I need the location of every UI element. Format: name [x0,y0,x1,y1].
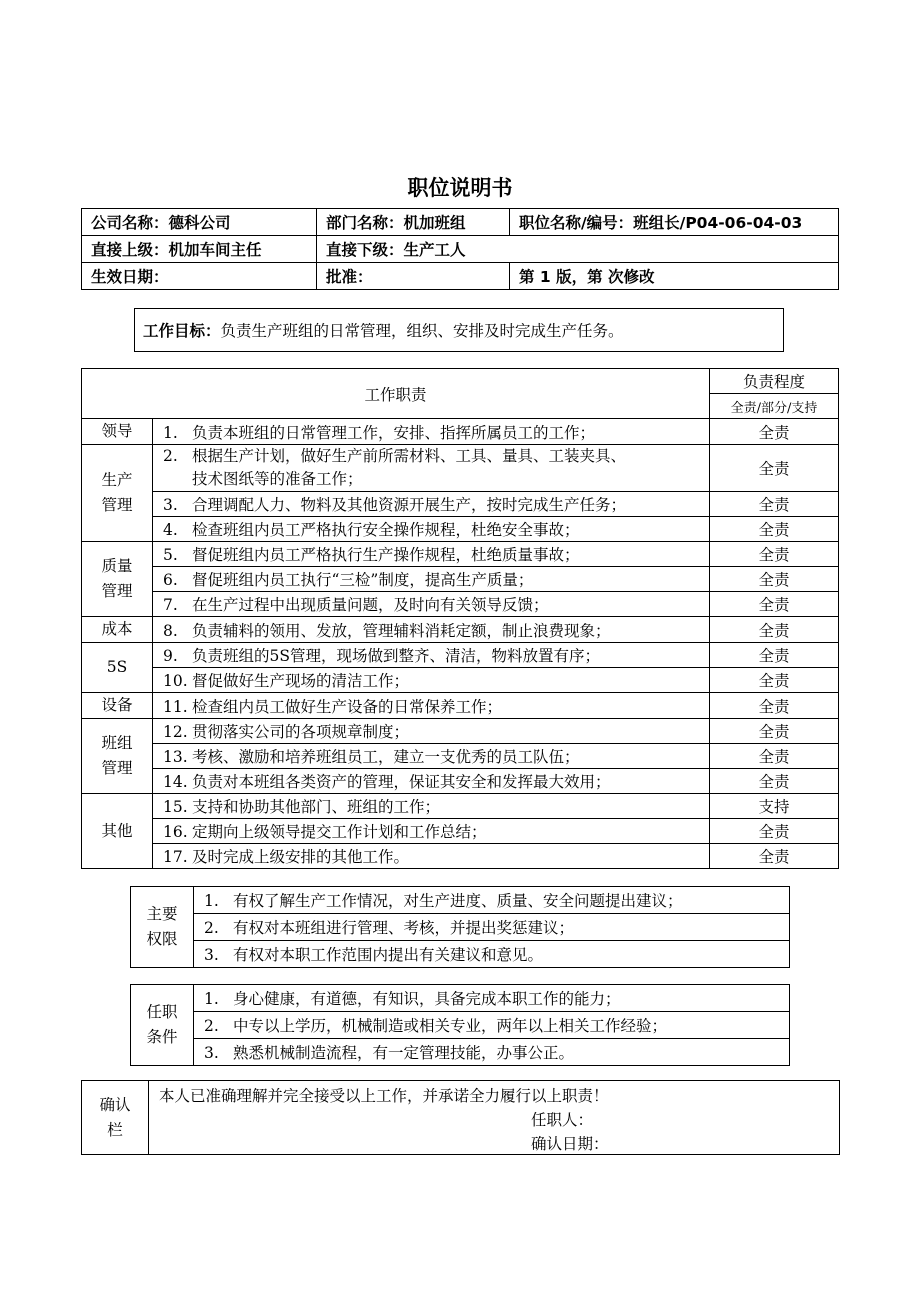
duty-text-continued: 技术图纸等的准备工作； [192,470,363,488]
duty-number: 14. [163,773,188,791]
work-goal [134,308,784,352]
duty-text: 贯彻落实公司的各项规章制度； [192,723,410,741]
table-row [82,794,839,819]
category-label: 班组管理 [101,734,133,777]
duty-number: 3. [163,496,178,514]
category-cell: 设备 [82,693,153,719]
category-cell: 成本 [82,617,153,643]
table-row [82,492,839,517]
duty-level: 全责 [710,744,839,769]
duty-text: 检查组内员工做好生产设备的日常保养工作； [192,697,503,716]
duty-number: 6. [163,571,178,589]
duty-level: 全责 [710,693,839,719]
table-row [82,517,839,542]
requirement-text: 熟悉机械制造流程，有一定管理技能，办事公正。 [233,1044,575,1062]
duty-text: 负责对本班组各类资产的管理，保证其安全和发挥最大效用； [192,773,611,791]
category-cell [82,719,153,794]
table-row [82,769,839,794]
duties-table [81,368,839,869]
duty-number: 12. [163,723,188,741]
table-row [82,419,839,445]
position-name: 职位名称/编号：班组长/P04-06-04-03 [510,209,839,236]
authority-label: 主要权限 [146,905,178,948]
table-row [82,542,839,567]
duty-number: 2. [163,447,178,465]
category-cell: 其他 [82,794,153,869]
work-goal-text: 负责生产班组的日常管理，组织、安排及时完成生产任务。 [220,322,624,340]
level-column-subheader: 全责/部分/支持 [710,394,839,419]
requirement-text: 中专以上学历，机械制造或相关专业，两年以上相关工作经验； [233,1017,668,1035]
duty-text: 考核、激励和培养班组员工，建立一支优秀的员工队伍； [192,748,580,766]
table-row [82,693,839,719]
category-label: 生产管理 [101,471,133,514]
authority-table [130,886,790,968]
table-row [82,844,839,869]
category-label: 质量管理 [101,557,133,600]
authority-number: 2. [204,919,219,937]
duty-level: 全责 [710,719,839,744]
table-row [82,445,839,492]
table-row [82,592,839,617]
table-row [82,719,839,744]
duty-level: 全责 [710,517,839,542]
table-row [82,668,839,693]
document-title: 职位说明书 [407,176,513,200]
duty-number: 5. [163,546,178,564]
authority-text: 有权对本班组进行管理、考核，并提出奖惩建议； [233,919,575,937]
duty-number: 7. [163,596,178,614]
requirement-text: 身心健康，有道德，有知识，具备完成本职工作的能力； [233,990,621,1008]
duty-level: 全责 [710,819,839,844]
duty-level: 全责 [710,769,839,794]
duty-number: 9. [163,647,178,665]
duty-text: 负责辅料的领用、发放，管理辅料消耗定额，制止浪费现象； [192,621,611,640]
table-row [82,567,839,592]
duty-number: 15. [163,798,188,816]
table-row [82,617,839,643]
duty-level: 全责 [710,419,839,445]
category-cell [82,542,153,617]
level-column-header: 负责程度 [710,369,839,394]
requirements-label-cell [131,985,194,1066]
confirm-label: 确认栏 [99,1095,131,1139]
duty-text: 负责班组的5S管理，现场做到整齐、清洁，物料放置有序； [192,647,600,665]
category-cell: 领导 [82,419,153,445]
duty-text: 督促做好生产现场的清洁工作； [192,672,410,690]
table-row [82,744,839,769]
duty-text: 根据生产计划，做好生产前所需材料、工具、量具、工装夹具、 [192,447,627,465]
duty-text: 支持和协助其他部门、班组的工作； [192,798,441,816]
duty-level: 全责 [710,617,839,643]
confirm-statement: 本人已准确理解并完全接受以上工作，并承诺全力履行以上职责！ [159,1087,609,1105]
department-name: 部门名称：机加班组 [317,209,510,236]
duty-number: 1. [163,423,178,442]
duty-text: 在生产过程中出现质量问题，及时向有关领导反馈； [192,596,549,614]
duty-text: 及时完成上级安排的其他工作。 [192,848,410,866]
category-cell: 5S [82,643,153,693]
duty-level: 全责 [710,668,839,693]
table-row [82,819,839,844]
requirements-label: 任职条件 [146,1003,178,1046]
authority-text: 有权对本职工作范围内提出有关建议和意见。 [233,946,544,964]
authority-label-cell [131,887,194,968]
duty-text: 督促班组内员工严格执行生产操作规程，杜绝质量事故； [192,546,580,564]
authority-text: 有权了解生产工作情况，对生产进度、质量、安全问题提出建议； [233,892,683,910]
work-goal-label: 工作目标： [143,322,221,340]
company-name: 公司名称：德科公司 [82,209,317,236]
table-row [82,643,839,668]
duty-level: 全责 [710,492,839,517]
direct-subordinate: 直接下级：生产工人 [317,236,839,263]
requirement-number: 2. [204,1017,219,1035]
duty-level: 全责 [710,445,839,492]
duty-level: 全责 [710,542,839,567]
effective-date: 生效日期： [82,263,317,290]
authority-number: 3. [204,946,219,964]
duty-level: 全责 [710,592,839,617]
duty-level: 全责 [710,844,839,869]
duty-number: 13. [163,748,188,766]
duty-text: 合理调配人力、物料及其他资源开展生产，按时完成生产任务； [192,496,627,514]
holder-signature-field: 任职人： [531,1111,594,1129]
duty-number: 8. [163,621,178,640]
duty-text: 督促班组内员工执行“三检”制度，提高生产质量； [192,571,534,589]
header-info-table [81,208,839,290]
requirement-number: 3. [204,1044,219,1062]
duty-level: 支持 [710,794,839,819]
requirement-number: 1. [204,990,219,1008]
duty-number: 17. [163,848,188,866]
authority-number: 1. [204,892,219,910]
duty-level: 全责 [710,643,839,668]
duty-level: 全责 [710,567,839,592]
approval: 批准： [317,263,510,290]
confirmation-table [81,1080,840,1155]
confirm-label-cell [82,1081,149,1155]
duty-number: 4. [163,521,178,539]
duty-number: 16. [163,823,188,841]
confirm-date-field: 确认日期： [531,1135,609,1153]
category-cell [82,445,153,542]
duty-text: 检查班组内员工严格执行安全操作规程，杜绝安全事故； [192,521,580,539]
duty-text: 负责本班组的日常管理工作，安排、指挥所属员工的工作； [192,423,596,442]
duty-number: 10. [163,672,188,690]
version-info: 第 1 版，第 次修改 [510,263,839,290]
duty-column-header: 工作职责 [82,369,710,419]
direct-superior: 直接上级：机加车间主任 [82,236,317,263]
duty-text: 定期向上级领导提交工作计划和工作总结； [192,823,487,841]
requirements-table [130,984,790,1066]
duty-number: 11. [163,697,188,716]
